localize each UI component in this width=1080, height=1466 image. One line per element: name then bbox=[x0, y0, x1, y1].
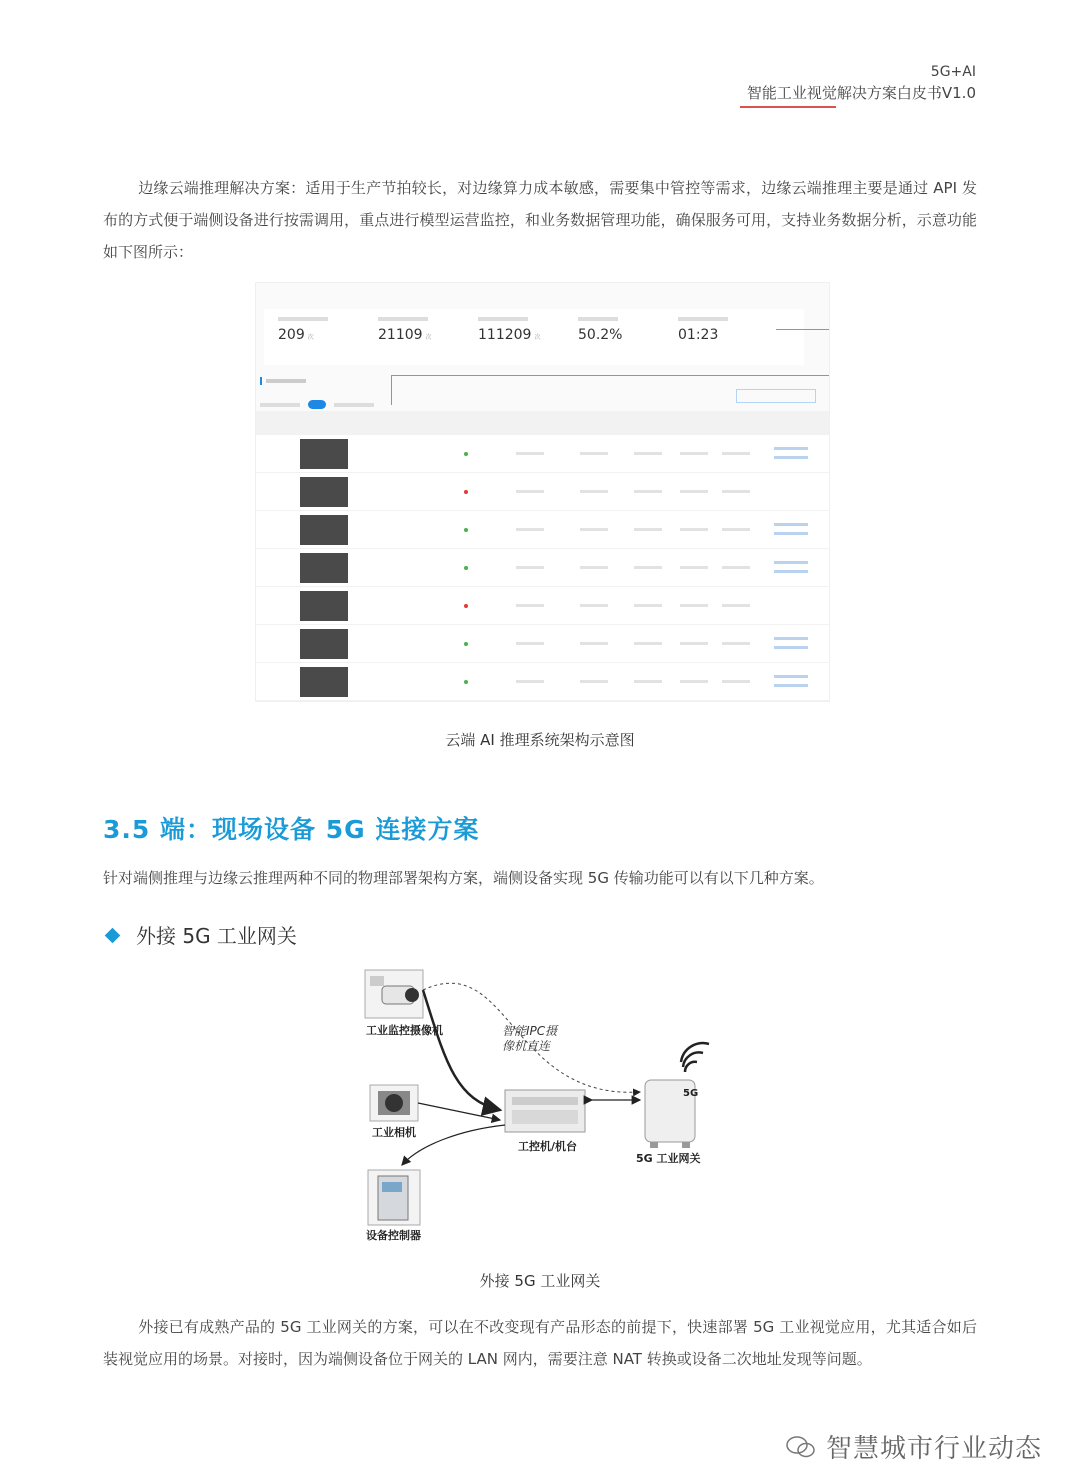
cell-placeholder bbox=[580, 604, 608, 607]
cell-placeholder bbox=[722, 566, 750, 569]
closing-paragraph-text: 外接已有成熟产品的 5G 工业网关的方案，可以在不改变现有产品形态的前提下，快速部署 5G 工业视觉应用，尤其适合如后装视觉应用的场景。对接时，因为端侧设备位于网关的 LAN 网内，需要注意 NAT 转换或设备二次地址发现等问题。 bbox=[103, 1318, 977, 1368]
closing-paragraph bbox=[103, 1311, 977, 1375]
section-marker bbox=[260, 377, 310, 385]
bullet-heading bbox=[107, 920, 297, 949]
camera-label: 工业监控摄像机 bbox=[366, 1024, 443, 1037]
thumbnail bbox=[300, 667, 348, 697]
row-action-links[interactable] bbox=[774, 523, 808, 535]
cell-placeholder bbox=[516, 604, 544, 607]
cell-placeholder bbox=[680, 490, 708, 493]
table-row bbox=[256, 587, 830, 625]
cell-placeholder bbox=[580, 528, 608, 531]
status-dot bbox=[464, 490, 468, 494]
thumbnail bbox=[300, 515, 348, 545]
cell-placeholder bbox=[722, 680, 750, 683]
cell-placeholder bbox=[516, 528, 544, 531]
cloud-inference-dashboard-figure bbox=[255, 282, 830, 702]
cell-placeholder bbox=[680, 604, 708, 607]
status-dot bbox=[464, 604, 468, 608]
cell-placeholder bbox=[516, 680, 544, 683]
5g-signal-label: 5G bbox=[683, 1088, 699, 1099]
cell-placeholder bbox=[722, 604, 750, 607]
status-dot bbox=[464, 528, 468, 532]
stat-2-unit: 次 bbox=[425, 334, 432, 341]
cell-placeholder bbox=[680, 452, 708, 455]
cell-placeholder bbox=[680, 566, 708, 569]
gateway-label: 5G 工业网关 bbox=[636, 1152, 701, 1165]
cell-placeholder bbox=[516, 566, 544, 569]
row-action-links[interactable] bbox=[774, 447, 808, 459]
cell-placeholder bbox=[516, 642, 544, 645]
stat-3 bbox=[478, 317, 578, 343]
cell-placeholder bbox=[634, 566, 662, 569]
status-dot bbox=[464, 642, 468, 646]
table-row bbox=[256, 663, 830, 701]
direct-label: 智能IPC摄像机直连 bbox=[502, 1024, 558, 1053]
annotation-line bbox=[776, 329, 830, 330]
section-intro-paragraph: 针对端侧推理与边缘云推理两种不同的物理部署架构方案，端侧设备实现 5G 传输功能可以有以下几种方案。 bbox=[103, 869, 824, 887]
intro-paragraph bbox=[103, 172, 977, 268]
thumbnail bbox=[300, 477, 348, 507]
table-row bbox=[256, 435, 830, 473]
ipc-label: 工控机/机台 bbox=[518, 1140, 578, 1153]
cell-placeholder bbox=[722, 528, 750, 531]
row-action-links[interactable] bbox=[774, 561, 808, 573]
intro-paragraph-text: 边缘云端推理解决方案：适用于生产节拍较长，对边缘算力成本敏感，需要集中管控等需求，边缘云端推理主要是通过 API 发布的方式便于端侧设备进行按需调用，重点进行模型运营监控，和业务数据管理功能，确保服务可用，支持业务数据分析，示意功能如下图所示： bbox=[103, 179, 977, 261]
cell-placeholder bbox=[680, 642, 708, 645]
row-action-links[interactable] bbox=[774, 675, 808, 687]
cell-placeholder bbox=[680, 680, 708, 683]
diamond-bullet-icon bbox=[105, 928, 121, 944]
page-header bbox=[747, 62, 976, 104]
arrow-camera-ipc bbox=[423, 990, 500, 1110]
stat-4-value: 50.2% bbox=[578, 327, 623, 343]
stat-1 bbox=[278, 317, 378, 343]
annotation-line bbox=[391, 375, 830, 376]
table-row bbox=[256, 625, 830, 663]
cell-placeholder bbox=[516, 490, 544, 493]
header-title: 智能工业视觉解决方案白皮书V1.0 bbox=[746, 84, 976, 102]
table-header bbox=[256, 411, 830, 435]
cell-placeholder bbox=[634, 642, 662, 645]
cell-placeholder bbox=[580, 642, 608, 645]
thumbnail bbox=[300, 553, 348, 583]
header-line1: 5G+AI bbox=[930, 64, 976, 80]
dashboard-action-button[interactable] bbox=[736, 389, 816, 403]
cell-placeholder bbox=[580, 452, 608, 455]
section-heading: 3.5 端：现场设备 5G 连接方案 bbox=[103, 815, 480, 844]
wechat-icon bbox=[786, 1436, 816, 1458]
stats-panel bbox=[264, 309, 804, 365]
cell-placeholder bbox=[580, 566, 608, 569]
controller-icon bbox=[368, 1170, 420, 1225]
cell-placeholder bbox=[580, 680, 608, 683]
cell-placeholder bbox=[516, 452, 544, 455]
figure-caption-2: 外接 5G 工业网关 bbox=[479, 1272, 601, 1290]
stat-1-unit: 次 bbox=[307, 334, 314, 341]
cell-placeholder bbox=[634, 452, 662, 455]
cell-placeholder bbox=[634, 680, 662, 683]
status-dot bbox=[464, 566, 468, 570]
stat-3-value: 111209 bbox=[478, 327, 532, 343]
industrial-camera-label: 工业相机 bbox=[372, 1126, 416, 1139]
stat-4 bbox=[578, 317, 678, 343]
stat-2 bbox=[378, 317, 478, 343]
stat-5-value: 01:23 bbox=[678, 327, 719, 343]
watermark-text: 智慧城市行业动态 bbox=[826, 1434, 1043, 1464]
cell-placeholder bbox=[722, 452, 750, 455]
header-rule bbox=[740, 106, 836, 108]
gateway-device-icon bbox=[645, 1043, 709, 1148]
ipc-icon bbox=[505, 1090, 585, 1132]
cell-placeholder bbox=[634, 490, 662, 493]
figure-caption-1: 云端 AI 推理系统架构示意图 bbox=[445, 731, 635, 749]
thumbnail bbox=[300, 629, 348, 659]
table-row bbox=[256, 549, 830, 587]
table-row bbox=[256, 511, 830, 549]
cell-placeholder bbox=[722, 490, 750, 493]
toggle-switch[interactable] bbox=[308, 400, 326, 409]
thumbnail bbox=[300, 591, 348, 621]
camera-icon bbox=[365, 970, 423, 1018]
stat-2-value: 21109 bbox=[378, 327, 423, 343]
thumbnail bbox=[300, 439, 348, 469]
cell-placeholder bbox=[634, 528, 662, 531]
gateway-diagram bbox=[360, 960, 720, 1250]
diagram-drawing bbox=[360, 960, 720, 1250]
stat-5 bbox=[678, 317, 778, 343]
table-row bbox=[256, 473, 830, 511]
cell-placeholder bbox=[634, 604, 662, 607]
row-action-links[interactable] bbox=[774, 637, 808, 649]
status-dot bbox=[464, 452, 468, 456]
cell-placeholder bbox=[580, 490, 608, 493]
industrial-camera-icon bbox=[370, 1085, 418, 1121]
cell-placeholder bbox=[722, 642, 750, 645]
stat-1-value: 209 bbox=[278, 327, 305, 343]
cell-placeholder bbox=[680, 528, 708, 531]
arrow-controller bbox=[402, 1125, 505, 1165]
bullet-heading-text: 外接 5G 工业网关 bbox=[136, 924, 297, 948]
controller-label: 设备控制器 bbox=[366, 1229, 421, 1242]
status-dot bbox=[464, 680, 468, 684]
annotation-line bbox=[391, 375, 392, 405]
stat-3-unit: 次 bbox=[534, 334, 541, 341]
